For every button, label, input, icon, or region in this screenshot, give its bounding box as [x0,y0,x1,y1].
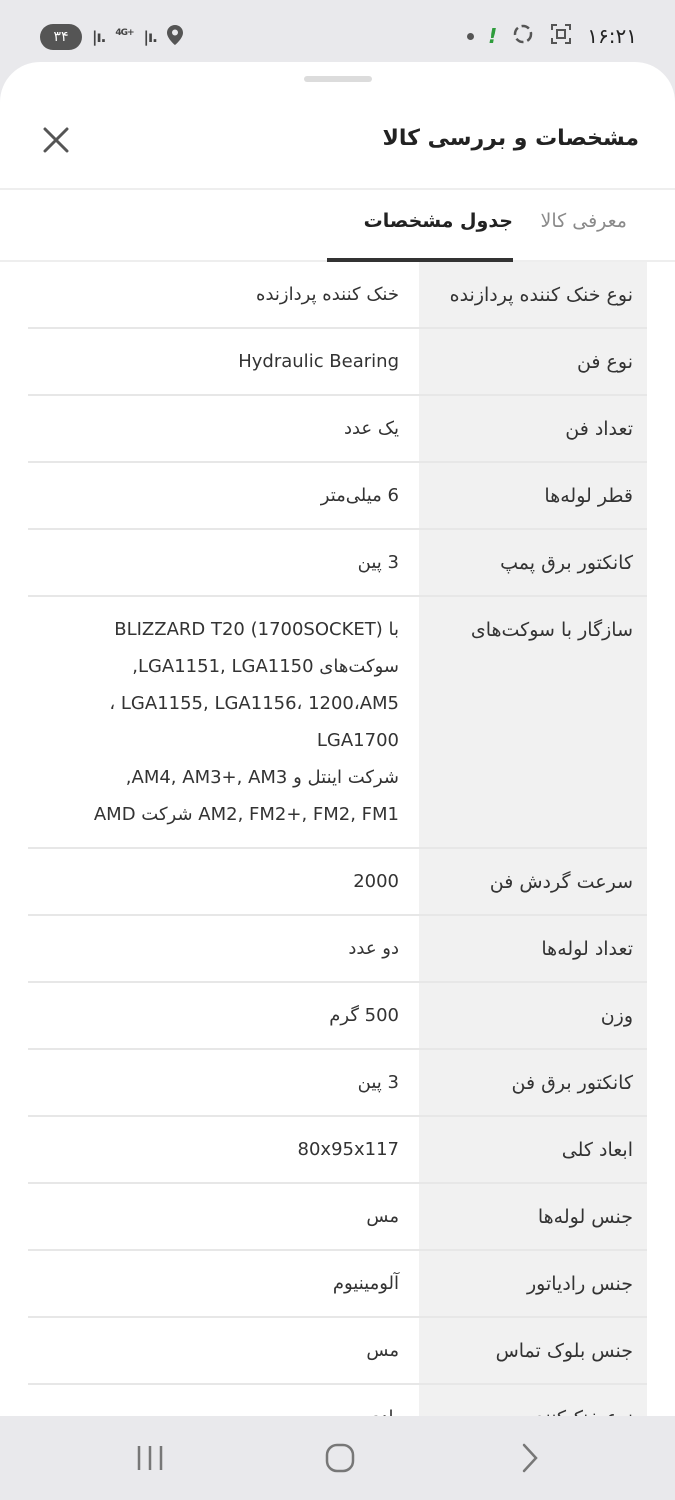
tab-introduction[interactable]: معرفی کالا [540,210,627,232]
spec-row [28,1050,647,1117]
location-icon [167,25,183,49]
network-type: 4G+ [115,28,134,38]
spec-label: کانکتور برق فن [419,1050,647,1115]
spec-value-line: Hydraulic Bearing [238,351,399,372]
spec-value-line: 2000 [353,871,399,892]
spec-row [28,329,647,396]
spec-row [28,530,647,597]
spec-value [28,1184,419,1249]
tab-bar [0,192,675,262]
spec-value [28,916,419,981]
tab-specifications[interactable]: جدول مشخصات [363,210,513,232]
page-title: مشخصات و بررسی کالا [382,126,639,151]
spec-label: سازگار با سوکت‌های [419,597,647,847]
spec-value-line: LGA1155, LGA1156، 1200،AM5 ، [109,693,399,714]
spec-value [28,849,419,914]
spec-value-line: 80x95x117 [297,1139,399,1160]
drag-handle[interactable] [304,76,372,82]
spec-value [28,329,419,394]
alert-icon: ! [488,24,498,48]
spec-value [28,1050,419,1115]
spec-row [28,849,647,916]
signal-icon-2: |ı. [143,28,157,46]
spec-value [28,983,419,1048]
spec-value [28,1318,419,1383]
recent-apps-button[interactable] [128,1438,172,1478]
spec-value-line: سوکت‌های LGA1151, LGA1150, [132,656,399,677]
spec-value-line: خنک کننده پردازنده [256,284,399,305]
spec-value-line: دو عدد [348,938,399,959]
spec-value-line: با BLIZZARD T20 (1700SOCKET) [114,619,399,640]
spec-value-line: 3 پین [357,552,399,573]
clock: ۱۶:۲۱ [587,24,637,48]
spec-row [28,262,647,329]
sync-icon [511,22,535,50]
spec-row [28,1318,647,1385]
spec-label: وزن [419,983,647,1048]
spec-label: جنس بلوک تماس [419,1318,647,1383]
spec-value [28,597,419,847]
spec-label: نوع خنک کننده پردازنده [419,262,647,327]
notification-dot-icon [467,33,474,40]
spec-table [28,262,647,1450]
back-button[interactable] [508,1438,552,1478]
spec-value-line: AM2, FM2+, FM2, FM1 شرکت AMD [93,804,399,825]
spec-value [28,1117,419,1182]
close-button[interactable] [36,120,76,160]
spec-label: جنس رادیاتور [419,1251,647,1316]
screenshot-icon [549,22,573,50]
spec-label: سرعت گردش فن [419,849,647,914]
home-icon [324,1442,356,1474]
recent-apps-icon [135,1444,165,1472]
signal-icon: |ı. [92,28,106,46]
status-icons-left [40,23,183,51]
sheet-header [0,102,675,190]
spec-row [28,396,647,463]
spec-value [28,463,419,528]
spec-value [28,262,419,327]
spec-value [28,396,419,461]
spec-label: نوع فن [419,329,647,394]
battery-indicator: ۳۴ [40,24,82,50]
spec-row [28,597,647,849]
status-icons-right [467,22,637,50]
system-nav-bar [0,1416,675,1500]
spec-label: تعداد لوله‌ها [419,916,647,981]
spec-row [28,463,647,530]
spec-row [28,983,647,1050]
spec-value-line: 500 گرم [329,1005,399,1026]
spec-label: کانکتور برق پمپ [419,530,647,595]
spec-value [28,1251,419,1316]
spec-value-line: شرکت اینتل و AM4, AM3+, AM3, [125,767,399,788]
spec-label: تعداد فن [419,396,647,461]
spec-value-line: 3 پین [357,1072,399,1093]
spec-label: ابعاد کلی [419,1117,647,1182]
spec-label: قطر لوله‌ها [419,463,647,528]
home-button[interactable] [318,1438,362,1478]
spec-value [28,530,419,595]
spec-value-line: یک عدد [343,418,399,439]
bottom-sheet [0,62,675,1416]
spec-value-line: 6 میلی‌متر [320,485,399,506]
spec-label: جنس لوله‌ها [419,1184,647,1249]
spec-value-line: آلومینیوم [332,1273,399,1294]
spec-row [28,1117,647,1184]
close-icon [42,126,70,154]
spec-value-line: LGA1700 [316,730,399,751]
spec-row [28,916,647,983]
back-chevron-icon [520,1442,540,1474]
status-bar [0,0,675,70]
spec-value-line: مس [366,1340,399,1361]
spec-row [28,1184,647,1251]
spec-row [28,1251,647,1318]
spec-value-line: مس [366,1206,399,1227]
